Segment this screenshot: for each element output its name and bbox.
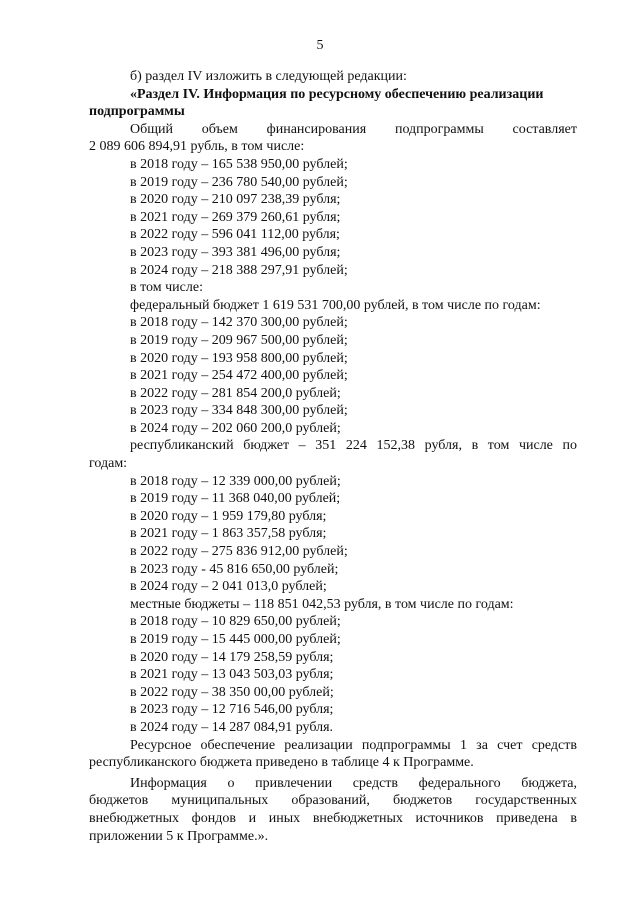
federal-year-item: в 2018 году – 142 370 300,00 рублей; (130, 315, 348, 331)
info-note-line-2: бюджетов муниципальных образований, бюджетов государственных (89, 793, 577, 809)
republican-year-item: в 2022 году – 275 836 912,00 рублей; (130, 544, 348, 560)
federal-year-item: в 2022 году – 281 854 200,0 рублей; (130, 385, 341, 401)
intro-paragraph: б) раздел IV изложить в следующей редакции: (130, 69, 407, 84)
total-financing-line-1: Общий объем финансирования подпрограммы составляет (130, 121, 577, 137)
local-year-item: в 2024 году – 14 287 084,91 рубля. (130, 719, 334, 735)
federal-year-item: в 2020 году – 193 958 800,00 рублей; (130, 350, 348, 366)
federal-years-list (89, 314, 577, 437)
info-note-line-1: Информация о привлечении средств федерального бюджета, (130, 775, 577, 791)
total-year-item: в 2023 году – 393 381 496,00 рубля; (130, 244, 341, 260)
republican-years-list (89, 473, 577, 596)
local-year-item: в 2023 году – 12 716 546,00 рубля; (130, 702, 334, 718)
info-note-line-4: приложении 5 к Программе.». (89, 828, 269, 844)
republican-year-item: в 2020 году – 1 959 179,80 рубля; (130, 508, 327, 524)
total-financing-line-2: 2 089 606 894,91 рубль, в том числе: (89, 139, 305, 155)
section-title-line-2: подпрограммы (89, 104, 185, 120)
local-year-item: в 2021 году – 13 043 503,03 рубля; (130, 667, 334, 683)
total-year-item: в 2024 году – 218 388 297,91 рублей; (130, 262, 348, 278)
local-year-item: в 2020 году – 14 179 258,59 рубля; (130, 649, 334, 665)
republican-budget-heading-line-2: годам: (89, 456, 128, 472)
total-year-item: в 2019 году – 236 780 540,00 рублей; (130, 174, 348, 190)
local-year-item: в 2019 году – 15 445 000,00 рублей; (130, 632, 341, 647)
republican-year-item: в 2018 году – 12 339 000,00 рублей; (130, 473, 341, 489)
resource-note-line-2: республиканского бюджета приведено в таблице 4 к Программе. (89, 755, 474, 771)
federal-year-item: в 2023 году – 334 848 300,00 рублей; (130, 403, 348, 419)
including-label: в том числе: (130, 280, 203, 296)
federal-budget-heading: федеральный бюджет 1 619 531 700,00 рублей, в том числе по годам: (130, 297, 541, 313)
republican-budget-heading-line-1: республиканский бюджет – 351 224 152,38 рубля, в том числе по (130, 438, 577, 454)
republican-year-item: в 2023 году - 45 816 650,00 рублей; (130, 561, 339, 577)
section-title-line-1: «Раздел IV. Информация по ресурсному обеспечению реализации (130, 86, 544, 102)
federal-year-item: в 2024 году – 202 060 200,0 рублей; (130, 420, 341, 436)
info-note-line-3: внебюджетных фондов и иных внебюджетных источников приведена в (89, 810, 577, 826)
local-budget-heading: местные бюджеты – 118 851 042,53 рубля, в том числе по годам: (130, 596, 514, 612)
total-year-item: в 2022 году – 596 041 112,00 рубля; (130, 227, 340, 243)
republican-year-item: в 2021 году – 1 863 357,58 рубля; (130, 526, 327, 542)
page-number: 5 (316, 38, 324, 53)
total-year-item: в 2018 году – 165 538 950,00 рублей; (130, 156, 348, 172)
federal-year-item: в 2019 году – 209 967 500,00 рублей; (130, 332, 348, 348)
local-years-list (89, 613, 577, 736)
federal-year-item: в 2021 году – 254 472 400,00 рублей; (130, 368, 348, 384)
resource-note-line-1: Ресурсное обеспечение реализации подпрограммы 1 за счет средств (130, 737, 577, 753)
local-year-item: в 2022 году – 38 350 00,00 рублей; (130, 684, 334, 700)
local-year-item: в 2018 году – 10 829 650,00 рублей; (130, 614, 341, 630)
republican-year-item: в 2024 году – 2 041 013,0 рублей; (130, 579, 327, 595)
total-years-list (89, 156, 577, 279)
republican-year-item: в 2019 году – 11 368 040,00 рублей; (130, 491, 341, 507)
document-body (89, 68, 577, 845)
total-year-item: в 2021 году – 269 379 260,61 рубля; (130, 209, 341, 225)
total-year-item: в 2020 году – 210 097 238,39 рубля; (130, 192, 341, 208)
